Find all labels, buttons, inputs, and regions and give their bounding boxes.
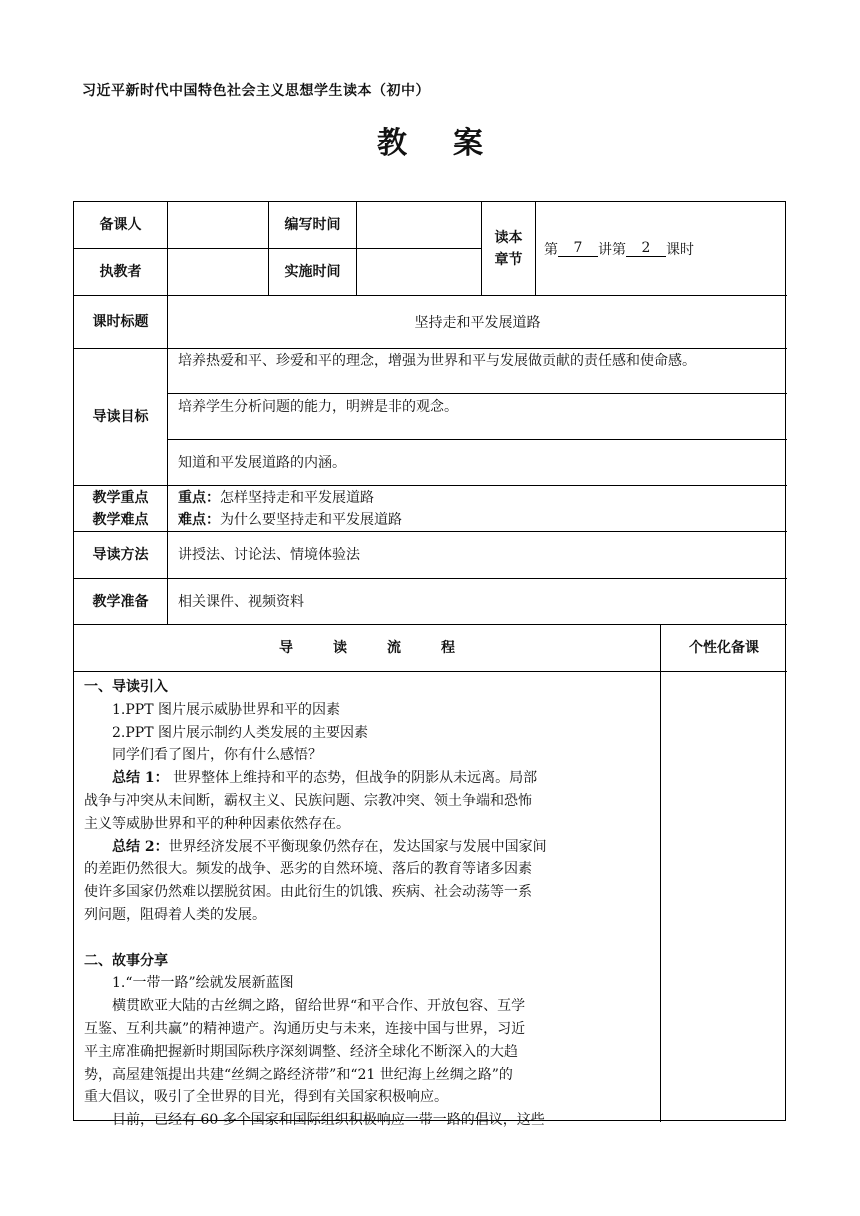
process-content bbox=[74, 671, 660, 1129]
s2-item-1: 1.“一带一路”绘就发展新蓝图 bbox=[112, 975, 294, 992]
story-line6: 目前，已经有 60 多个国家和国际组织积极响应一带一路的倡议，这些 bbox=[112, 1112, 545, 1129]
difficulty-text: 为什么要坚持走和平发展道路 bbox=[220, 512, 402, 528]
s1-item-2: 2.PPT 图片展示制约人类发展的主要因素 bbox=[112, 724, 368, 741]
goal-item-3: 知道和平发展道路的内涵。 bbox=[167, 439, 787, 485]
chapter-label-line1: 读本 bbox=[494, 229, 523, 246]
topic-label: 课时标题 bbox=[74, 295, 167, 348]
implement-time-label: 实施时间 bbox=[268, 248, 356, 295]
keypoints-value bbox=[167, 485, 787, 531]
story-line1: 横贯欧亚大陆的古丝绸之路，留给世界“和平合作、开放包容、互学 bbox=[112, 998, 526, 1015]
story-line5: 重大倡议，吸引了全世界的目光，得到有关国家积极响应。 bbox=[84, 1089, 448, 1106]
difficulty-tag: 难点： bbox=[178, 512, 220, 528]
story-line3: 平主席准确把握新时期国际秩序深刻调整、经济全球化不断深入的大趋 bbox=[84, 1043, 518, 1060]
compile-time-label: 编写时间 bbox=[268, 202, 356, 248]
story-line4: 势，高屋建瓴提出共建“丝绸之路经济带”和“21 世纪海上丝绸之路”的 bbox=[84, 1066, 513, 1083]
summary2-text1: 世界经济发展不平衡现象仍然存在，发达国家与发展中国家间 bbox=[168, 838, 547, 855]
story-line2: 互鉴、互利共赢”的精神遗产。沟通历史与未来，连接中国与世界，习近 bbox=[84, 1020, 526, 1037]
chapter-lesson-number[interactable]: 2 bbox=[626, 240, 666, 257]
summary2-line4: 列问题，阻碍着人类的发展。 bbox=[84, 906, 266, 923]
chapter-label-line2: 章节 bbox=[494, 251, 523, 268]
summary2-line2: 的差距仍然很大。频发的战争、恶劣的自然环境、落后的教育等诸多因素 bbox=[84, 861, 532, 878]
prep-value: 相关课件、视频资料 bbox=[167, 578, 787, 624]
process-header-text: 导读流程 bbox=[279, 640, 495, 656]
personal-header: 个性化备课 bbox=[660, 624, 787, 671]
preparer-label: 备课人 bbox=[99, 217, 142, 233]
prep-label: 教学准备 bbox=[74, 578, 167, 624]
chapter-value bbox=[535, 202, 787, 295]
summary1-line2: 战争与冲突从未间断，霸权主义、民族问题、宗教冲突、领土争端和恐怖 bbox=[84, 792, 532, 809]
keypoints-label bbox=[74, 485, 167, 531]
keypoints-label-line2: 教学难点 bbox=[92, 511, 149, 528]
method-value: 讲授法、讨论法、情境体验法 bbox=[167, 531, 787, 578]
s1-question: 同学们看了图片，你有什么感悟？ bbox=[112, 747, 322, 764]
teacher-label: 执教者 bbox=[74, 248, 167, 295]
book-title: 习近平新时代中国特色社会主义思想学生读本（初中） bbox=[82, 83, 430, 99]
method-label: 导读方法 bbox=[74, 531, 167, 578]
goal-item-2: 培养学生分析问题的能力，明辨是非的观念。 bbox=[167, 393, 787, 439]
summary2-tag: 总结 2： bbox=[112, 838, 169, 855]
summary1-line1 bbox=[84, 767, 650, 790]
key-point-tag: 重点： bbox=[178, 490, 220, 506]
chapter-mid: 讲第 bbox=[598, 241, 626, 258]
lesson-plan-table bbox=[73, 201, 786, 1129]
goal-item-1: 培养热爱和平、珍爱和平的理念，增强为世界和平与发展做贡献的责任感和使命感。 bbox=[167, 348, 787, 393]
key-point-text: 怎样坚持走和平发展道路 bbox=[220, 490, 374, 506]
summary1-text1: 世界整体上维持和平的态势，但战争的阴影从未远离。局部 bbox=[168, 770, 538, 787]
summary2-line3: 使许多国家仍然难以摆脱贫困。由此衍生的饥饿、疾病、社会动荡等一系 bbox=[84, 884, 532, 901]
summary1-tag: 总结 1： bbox=[112, 770, 169, 787]
chapter-prefix: 第 bbox=[544, 241, 558, 258]
goals-label: 导读目标 bbox=[74, 348, 167, 485]
teacher-value[interactable] bbox=[167, 248, 268, 295]
summary1-line3: 主义等威胁世界和平的种种因素依然存在。 bbox=[84, 815, 350, 832]
compile-time-value[interactable] bbox=[356, 202, 481, 248]
document-title: 教案 bbox=[377, 126, 529, 161]
section2-title: 二、故事分享 bbox=[84, 952, 168, 969]
keypoints-label-line1: 教学重点 bbox=[92, 489, 149, 506]
chapter-label bbox=[481, 202, 535, 295]
chapter-suffix: 课时 bbox=[666, 241, 694, 258]
summary2-line1 bbox=[84, 836, 650, 859]
preparer-value[interactable] bbox=[167, 202, 268, 248]
personal-notes-cell[interactable] bbox=[660, 671, 787, 1122]
topic-value: 坚持走和平发展道路 bbox=[167, 295, 787, 348]
section1-title: 一、导读引入 bbox=[84, 679, 168, 695]
s1-item-1: 1.PPT 图片展示威胁世界和平的因素 bbox=[112, 701, 340, 718]
process-header bbox=[74, 624, 660, 671]
chapter-lecture-number[interactable]: 7 bbox=[558, 240, 598, 257]
implement-time-value[interactable] bbox=[356, 248, 481, 295]
